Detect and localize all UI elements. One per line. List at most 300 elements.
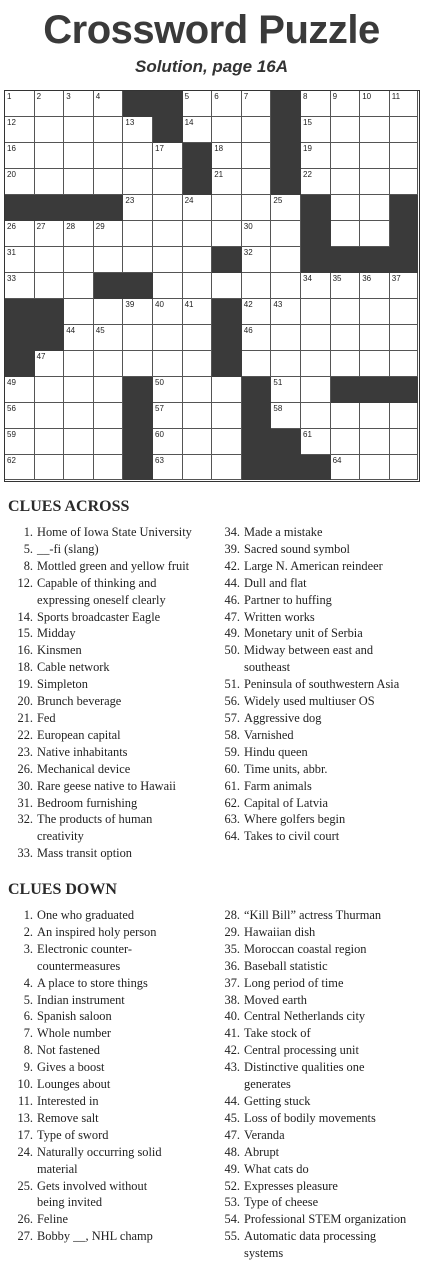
grid-cell[interactable] — [301, 351, 331, 377]
clue-text: Made a mistake — [244, 525, 323, 539]
grid-cell[interactable] — [64, 377, 94, 403]
grid-cell[interactable] — [212, 169, 242, 195]
clue-number — [4, 1194, 37, 1211]
cell-number: 11 — [391, 92, 401, 101]
clue-item — [4, 992, 162, 1009]
grid-cell[interactable] — [123, 117, 153, 143]
cell-number: 29 — [95, 222, 105, 231]
clue-item — [211, 975, 406, 992]
clue-number: 17. — [17, 1127, 33, 1142]
cell-number: 23 — [125, 196, 135, 205]
grid-cell[interactable] — [360, 403, 390, 429]
grid-cell[interactable] — [35, 377, 65, 403]
clue-number: 8. — [23, 1043, 33, 1058]
grid-cell[interactable] — [212, 91, 242, 117]
grid-cell[interactable] — [64, 91, 94, 117]
grid-cell[interactable] — [5, 247, 35, 273]
clue-number — [4, 828, 37, 845]
grid-cell[interactable] — [123, 325, 153, 351]
clue-text: Native inhabitants — [37, 744, 128, 759]
clue-number: 5. — [23, 992, 33, 1007]
grid-cell-black — [5, 325, 35, 351]
cell-number: 37 — [391, 274, 401, 283]
grid-cell[interactable] — [360, 117, 390, 143]
clue-item — [211, 941, 406, 958]
grid-cell[interactable] — [94, 377, 124, 403]
cell-number: 34 — [303, 274, 312, 283]
clue-number: 10. — [17, 1077, 33, 1092]
clue-item — [4, 744, 192, 761]
grid-cell[interactable] — [5, 169, 35, 195]
grid-cell[interactable] — [183, 91, 213, 117]
grid-cell[interactable] — [301, 325, 331, 351]
clue-number: 47. — [224, 609, 240, 624]
grid-cell[interactable] — [331, 299, 361, 325]
grid-cell[interactable] — [301, 377, 331, 403]
grid-cell[interactable] — [390, 91, 418, 117]
clue-item — [211, 1008, 406, 1025]
grid-cell[interactable] — [212, 403, 242, 429]
grid-cell[interactable] — [5, 455, 35, 480]
grid-cell[interactable] — [94, 221, 124, 247]
clue-text: Capable of thinking and — [37, 575, 157, 590]
grid-cell[interactable] — [301, 299, 331, 325]
clue-text: Partner to huffing — [244, 592, 332, 607]
grid-cell[interactable] — [360, 455, 390, 480]
clue-number — [4, 592, 37, 609]
clue-number: 26. — [17, 761, 33, 776]
grid-cell[interactable] — [360, 299, 390, 325]
cell-number: 36 — [362, 274, 372, 283]
grid-cell[interactable] — [153, 169, 183, 195]
grid-cell[interactable] — [212, 143, 242, 169]
grid-cell[interactable] — [360, 91, 390, 117]
grid-cell[interactable] — [5, 403, 35, 429]
clue-text: Professional STEM organization — [244, 1212, 407, 1227]
grid-cell[interactable] — [390, 143, 418, 169]
cell-number: 10 — [362, 92, 372, 101]
grid-cell[interactable] — [242, 273, 272, 299]
grid-cell[interactable] — [153, 429, 183, 455]
clue-text: Hawaiian dish — [244, 924, 316, 939]
grid-cell[interactable] — [35, 429, 65, 455]
cell-number: 9 — [332, 92, 338, 101]
clue-item — [4, 659, 192, 676]
cell-number: 15 — [303, 118, 312, 127]
grid-cell[interactable] — [35, 91, 65, 117]
grid-cell[interactable] — [331, 325, 361, 351]
grid-cell[interactable] — [390, 403, 418, 429]
cell-number: 32 — [243, 248, 253, 257]
grid-cell[interactable] — [183, 299, 213, 325]
grid-cell[interactable] — [331, 117, 361, 143]
grid-cell[interactable] — [35, 247, 65, 273]
grid-cell[interactable] — [35, 455, 65, 480]
grid-cell[interactable] — [183, 455, 213, 480]
grid-cell[interactable] — [35, 143, 65, 169]
clue-text: Mass transit option — [37, 846, 132, 861]
grid-cell[interactable] — [390, 325, 418, 351]
grid-cell[interactable] — [242, 299, 272, 325]
grid-cell[interactable] — [360, 195, 390, 221]
grid-cell[interactable] — [64, 351, 94, 377]
grid-cell[interactable] — [271, 273, 301, 299]
clue-text: Naturally occurring solid — [37, 1144, 162, 1159]
grid-cell[interactable] — [331, 273, 361, 299]
grid-cell[interactable] — [94, 247, 124, 273]
grid-cell[interactable] — [64, 247, 94, 273]
grid-cell[interactable] — [331, 403, 361, 429]
grid-cell[interactable] — [271, 247, 301, 273]
grid-cell[interactable] — [123, 195, 153, 221]
grid-cell[interactable] — [94, 91, 124, 117]
clue-number: 36. — [224, 958, 240, 973]
cell-number: 57 — [155, 404, 164, 413]
cell-number: 62 — [7, 456, 16, 465]
grid-cell[interactable] — [301, 429, 331, 455]
grid-cell[interactable] — [64, 403, 94, 429]
grid-cell[interactable] — [360, 221, 390, 247]
grid-cell-black — [242, 403, 272, 429]
grid-cell[interactable] — [331, 91, 361, 117]
grid-cell[interactable] — [390, 299, 418, 325]
clue-number: 21. — [17, 710, 33, 725]
grid-cell[interactable] — [360, 325, 390, 351]
clue-text: Sports broadcaster Eagle — [37, 609, 161, 624]
grid-cell-black — [153, 117, 183, 143]
grid-cell[interactable] — [301, 117, 331, 143]
grid-cell[interactable] — [35, 273, 65, 299]
grid-cell[interactable] — [183, 195, 213, 221]
grid-cell[interactable] — [183, 325, 213, 351]
grid-cell[interactable] — [212, 429, 242, 455]
clue-item — [4, 676, 192, 693]
grid-cell[interactable] — [242, 143, 272, 169]
grid-cell[interactable] — [64, 169, 94, 195]
clue-number: 1. — [23, 908, 33, 922]
cell-number: 6 — [214, 92, 219, 101]
grid-cell[interactable] — [153, 403, 183, 429]
clue-text: Long period of time — [244, 975, 344, 990]
grid-cell[interactable] — [183, 403, 213, 429]
grid-cell[interactable] — [331, 351, 361, 377]
clue-number: 52. — [224, 1178, 240, 1193]
grid-cell[interactable] — [64, 221, 94, 247]
grid-cell[interactable] — [331, 143, 361, 169]
grid-cell-black — [390, 221, 418, 247]
grid-cell[interactable] — [123, 221, 153, 247]
grid-cell[interactable] — [35, 403, 65, 429]
grid-cell[interactable] — [123, 247, 153, 273]
grid-cell[interactable] — [5, 273, 35, 299]
grid-cell[interactable] — [123, 143, 153, 169]
cell-number: 17 — [155, 144, 164, 153]
grid-cell[interactable] — [64, 273, 94, 299]
grid-cell[interactable] — [242, 117, 272, 143]
grid-cell-black — [242, 455, 272, 480]
clue-text: “Kill Bill” actress Thurman — [244, 908, 382, 922]
cell-number: 46 — [243, 326, 253, 335]
grid-cell[interactable] — [5, 429, 35, 455]
cell-number: 60 — [155, 430, 164, 439]
grid-cell[interactable] — [271, 377, 301, 403]
clue-number: 13. — [17, 1110, 33, 1125]
clue-text: Automatic data processing — [244, 1229, 377, 1244]
grid-cell[interactable] — [183, 377, 213, 403]
grid-cell[interactable] — [153, 455, 183, 480]
clue-text: Indian instrument — [37, 992, 125, 1007]
grid-cell[interactable] — [331, 221, 361, 247]
clue-number: 48. — [224, 1144, 240, 1159]
clue-text: Not fastened — [37, 1043, 100, 1058]
clue-item — [211, 1194, 406, 1211]
cell-number: 1 — [7, 92, 12, 101]
clue-item — [4, 907, 162, 924]
grid-cell[interactable] — [183, 429, 213, 455]
clue-item — [4, 609, 192, 626]
grid-cell-black — [360, 247, 390, 273]
grid-cell[interactable] — [183, 351, 213, 377]
grid-cell[interactable] — [64, 143, 94, 169]
clue-item — [4, 1025, 162, 1042]
grid-cell[interactable] — [271, 195, 301, 221]
grid-cell[interactable] — [94, 325, 124, 351]
clue-number: 50. — [224, 643, 240, 658]
grid-cell[interactable] — [5, 143, 35, 169]
grid-cell[interactable] — [390, 273, 418, 299]
grid-cell[interactable] — [242, 169, 272, 195]
grid-cell-black — [35, 195, 65, 221]
grid-cell[interactable] — [331, 429, 361, 455]
grid-cell[interactable] — [183, 117, 213, 143]
clue-item — [4, 845, 192, 862]
clue-number: 31. — [17, 795, 33, 810]
grid-cell[interactable] — [212, 195, 242, 221]
grid-cell[interactable] — [360, 351, 390, 377]
grid-cell[interactable] — [183, 247, 213, 273]
clue-item — [4, 1161, 162, 1178]
grid-cell[interactable] — [94, 455, 124, 480]
grid-cell[interactable] — [94, 351, 124, 377]
grid-cell[interactable] — [242, 195, 272, 221]
grid-cell[interactable] — [390, 351, 418, 377]
grid-cell[interactable] — [123, 169, 153, 195]
clue-text: Brunch beverage — [37, 694, 122, 709]
grid-cell[interactable] — [64, 429, 94, 455]
clue-item — [211, 693, 399, 710]
clue-item — [4, 693, 192, 710]
clue-text: Home of Iowa State University — [37, 525, 192, 539]
grid-cell[interactable] — [123, 351, 153, 377]
clue-item — [211, 811, 399, 828]
cell-number: 5 — [184, 92, 190, 101]
clue-item — [4, 642, 192, 659]
clue-number: 63. — [224, 812, 240, 827]
clue-number: 22. — [17, 727, 33, 742]
grid-cell[interactable] — [242, 221, 272, 247]
grid-cell[interactable] — [35, 221, 65, 247]
cell-number: 45 — [95, 326, 105, 335]
clue-item — [4, 1110, 162, 1127]
clue-item — [211, 778, 399, 795]
grid-cell[interactable] — [301, 169, 331, 195]
grid-cell[interactable] — [242, 351, 272, 377]
clue-number: 11. — [17, 1093, 33, 1108]
grid-cell-black — [123, 377, 153, 403]
grid-cell[interactable] — [5, 117, 35, 143]
grid-cell[interactable] — [153, 299, 183, 325]
grid-cell[interactable] — [331, 455, 361, 480]
clue-text: Fed — [37, 710, 56, 725]
clue-text: Type of cheese — [244, 1195, 319, 1210]
grid-cell[interactable] — [183, 221, 213, 247]
grid-cell-black — [212, 325, 242, 351]
grid-cell[interactable] — [153, 221, 183, 247]
clue-text: Central processing unit — [244, 1043, 359, 1058]
cell-number: 50 — [155, 378, 164, 387]
grid-cell[interactable] — [5, 221, 35, 247]
clue-text: Remove salt — [37, 1110, 99, 1125]
grid-cell[interactable] — [212, 221, 242, 247]
grid-cell[interactable] — [390, 169, 418, 195]
grid-cell[interactable] — [271, 403, 301, 429]
grid-cell[interactable] — [94, 429, 124, 455]
grid-cell[interactable] — [94, 403, 124, 429]
grid-cell[interactable] — [360, 429, 390, 455]
grid-cell[interactable] — [64, 299, 94, 325]
clue-item — [4, 575, 192, 592]
grid-cell[interactable] — [271, 325, 301, 351]
grid-cell-black — [212, 247, 242, 273]
grid-cell[interactable] — [212, 117, 242, 143]
clue-number: 9. — [23, 1060, 33, 1075]
grid-cell[interactable] — [360, 143, 390, 169]
grid-cell[interactable] — [301, 273, 331, 299]
grid-cell[interactable] — [242, 91, 272, 117]
clue-item — [4, 1178, 162, 1195]
grid-cell[interactable] — [123, 299, 153, 325]
clue-item — [4, 1144, 162, 1161]
grid-cell[interactable] — [64, 117, 94, 143]
clue-item — [211, 1161, 406, 1178]
grid-cell[interactable] — [212, 273, 242, 299]
grid-cell[interactable] — [153, 351, 183, 377]
grid-cell[interactable] — [35, 169, 65, 195]
grid-cell[interactable] — [301, 143, 331, 169]
clue-number: 41. — [224, 1026, 240, 1041]
grid-cell[interactable] — [212, 377, 242, 403]
grid-cell-black — [271, 169, 301, 195]
grid-cell[interactable] — [153, 143, 183, 169]
clue-item — [211, 1110, 406, 1127]
grid-cell[interactable] — [242, 247, 272, 273]
clue-text: Farm animals — [244, 778, 312, 793]
clue-number: 42. — [224, 558, 240, 573]
grid-cell-black — [390, 195, 418, 221]
clue-item — [4, 1076, 162, 1093]
grid-cell-black — [64, 195, 94, 221]
grid-cell-black — [301, 221, 331, 247]
grid-cell[interactable] — [94, 169, 124, 195]
grid-cell[interactable] — [331, 195, 361, 221]
grid-cell[interactable] — [390, 455, 418, 480]
grid-cell-black — [331, 377, 361, 403]
grid-cell[interactable] — [5, 377, 35, 403]
clue-text: Take stock of — [244, 1026, 311, 1041]
cell-number: 21 — [214, 170, 224, 179]
clue-number: 58. — [224, 727, 240, 742]
grid-cell[interactable] — [64, 325, 94, 351]
clue-text: countermeasures — [37, 958, 121, 973]
cell-number: 24 — [184, 196, 194, 205]
grid-cell[interactable] — [153, 247, 183, 273]
clue-item — [4, 828, 192, 845]
grid-cell[interactable] — [390, 117, 418, 143]
grid-cell[interactable] — [153, 377, 183, 403]
down-heading: CLUES DOWN — [8, 881, 117, 898]
grid-cell[interactable] — [64, 455, 94, 480]
clue-item — [211, 1211, 406, 1228]
clue-item — [211, 558, 399, 575]
grid-cell[interactable] — [5, 91, 35, 117]
cell-number: 25 — [273, 196, 283, 205]
grid-cell[interactable] — [94, 143, 124, 169]
clue-number: 55. — [224, 1229, 240, 1244]
cell-number: 33 — [7, 274, 16, 283]
grid-cell[interactable] — [153, 195, 183, 221]
grid-cell[interactable] — [360, 169, 390, 195]
clue-number: 14. — [17, 609, 33, 624]
grid-cell[interactable] — [301, 91, 331, 117]
grid-cell[interactable] — [271, 299, 301, 325]
clue-number: 18. — [17, 660, 33, 675]
clue-item — [4, 958, 162, 975]
clue-number: 5. — [23, 541, 33, 556]
clue-text: The products of human — [37, 812, 153, 827]
grid-cell[interactable] — [35, 351, 65, 377]
grid-cell[interactable] — [242, 325, 272, 351]
grid-cell-black — [301, 195, 331, 221]
clue-number: 28. — [224, 908, 240, 922]
clue-number: 3. — [23, 941, 33, 956]
cell-number: 19 — [303, 144, 312, 153]
grid-cell-black — [242, 377, 272, 403]
grid-cell[interactable] — [390, 429, 418, 455]
grid-cell[interactable] — [94, 117, 124, 143]
clue-text: Sacred sound symbol — [244, 541, 350, 556]
grid-cell[interactable] — [212, 455, 242, 480]
clue-number: 29. — [224, 924, 240, 939]
grid-cell[interactable] — [360, 273, 390, 299]
cell-number: 51 — [273, 378, 283, 387]
grid-cell[interactable] — [153, 325, 183, 351]
grid-cell[interactable] — [331, 169, 361, 195]
clue-number: 49. — [224, 626, 240, 641]
grid-cell[interactable] — [94, 299, 124, 325]
clue-number: 12. — [17, 575, 33, 590]
clue-item — [4, 541, 192, 558]
grid-cell[interactable] — [271, 351, 301, 377]
cell-number: 31 — [7, 248, 16, 257]
grid-cell[interactable] — [271, 221, 301, 247]
grid-cell-black — [123, 429, 153, 455]
grid-cell[interactable] — [153, 273, 183, 299]
clue-number: 25. — [17, 1178, 33, 1193]
grid-cell[interactable] — [301, 403, 331, 429]
clue-item — [4, 761, 192, 778]
grid-cell[interactable] — [35, 117, 65, 143]
grid-cell[interactable] — [183, 273, 213, 299]
